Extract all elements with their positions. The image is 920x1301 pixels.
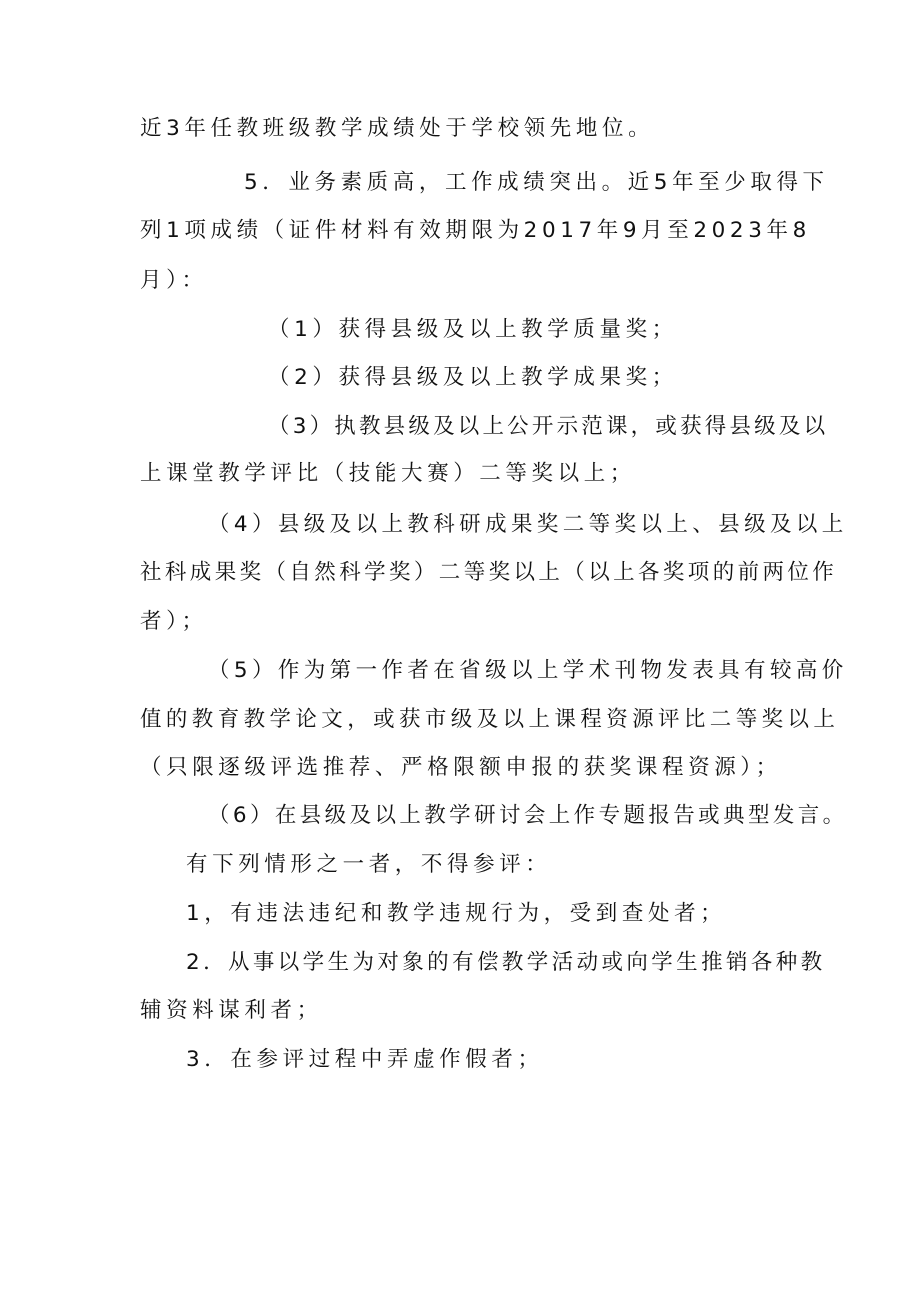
text-line-20: 3．在参评过程中弄虚作假者； <box>186 1047 544 1072</box>
text-line-17: 1，有违法违纪和教学违规行为，受到查处者； <box>186 901 727 926</box>
text-line-9: （4）县级及以上教科研成果奖二等奖以上、县级及以上 <box>208 512 848 537</box>
text-line-1: 近3年任教班级教学成绩处于学校领先地位。 <box>140 116 655 141</box>
text-line-7: （3）执教县级及以上公开示范课，或获得县级及以 <box>268 414 829 439</box>
text-line-18: 2．从事以学生为对象的有偿教学活动或向学生推销各种教 <box>186 950 826 975</box>
text-line-11: 者）； <box>140 609 208 634</box>
text-line-12: （5）作为第一作者在省级以上学术刊物发表具有较高价 <box>208 658 848 683</box>
text-line-6: （2）获得县级及以上教学成果奖； <box>268 365 678 390</box>
text-line-19: 辅资料谋利者； <box>140 998 323 1023</box>
text-line-2: 5．业务素质高，工作成绩突出。近5年至少取得下 <box>244 170 829 195</box>
text-line-10: 社科成果奖（自然科学奖）二等奖以上（以上各奖项的前两位作 <box>140 560 838 585</box>
text-line-8: 上课堂教学评比（技能大赛）二等奖以上； <box>140 461 636 486</box>
text-line-16: 有下列情形之一者，不得参评： <box>186 852 552 877</box>
text-line-3: 列1项成绩（证件材料有效期限为2017年9月至2023年8 <box>140 218 811 243</box>
text-line-4: 月）： <box>140 268 208 293</box>
text-line-13: 值的教育教学论文，或获市级及以上课程资源评比二等奖以上 <box>140 707 840 732</box>
text-line-14: （只限逐级评选推荐、严格限额申报的获奖课程资源）； <box>140 755 782 780</box>
text-line-5: （1）获得县级及以上教学质量奖； <box>268 317 678 342</box>
text-line-15: （6）在县级及以上教学研讨会上作专题报告或典型发言。 <box>208 803 848 828</box>
